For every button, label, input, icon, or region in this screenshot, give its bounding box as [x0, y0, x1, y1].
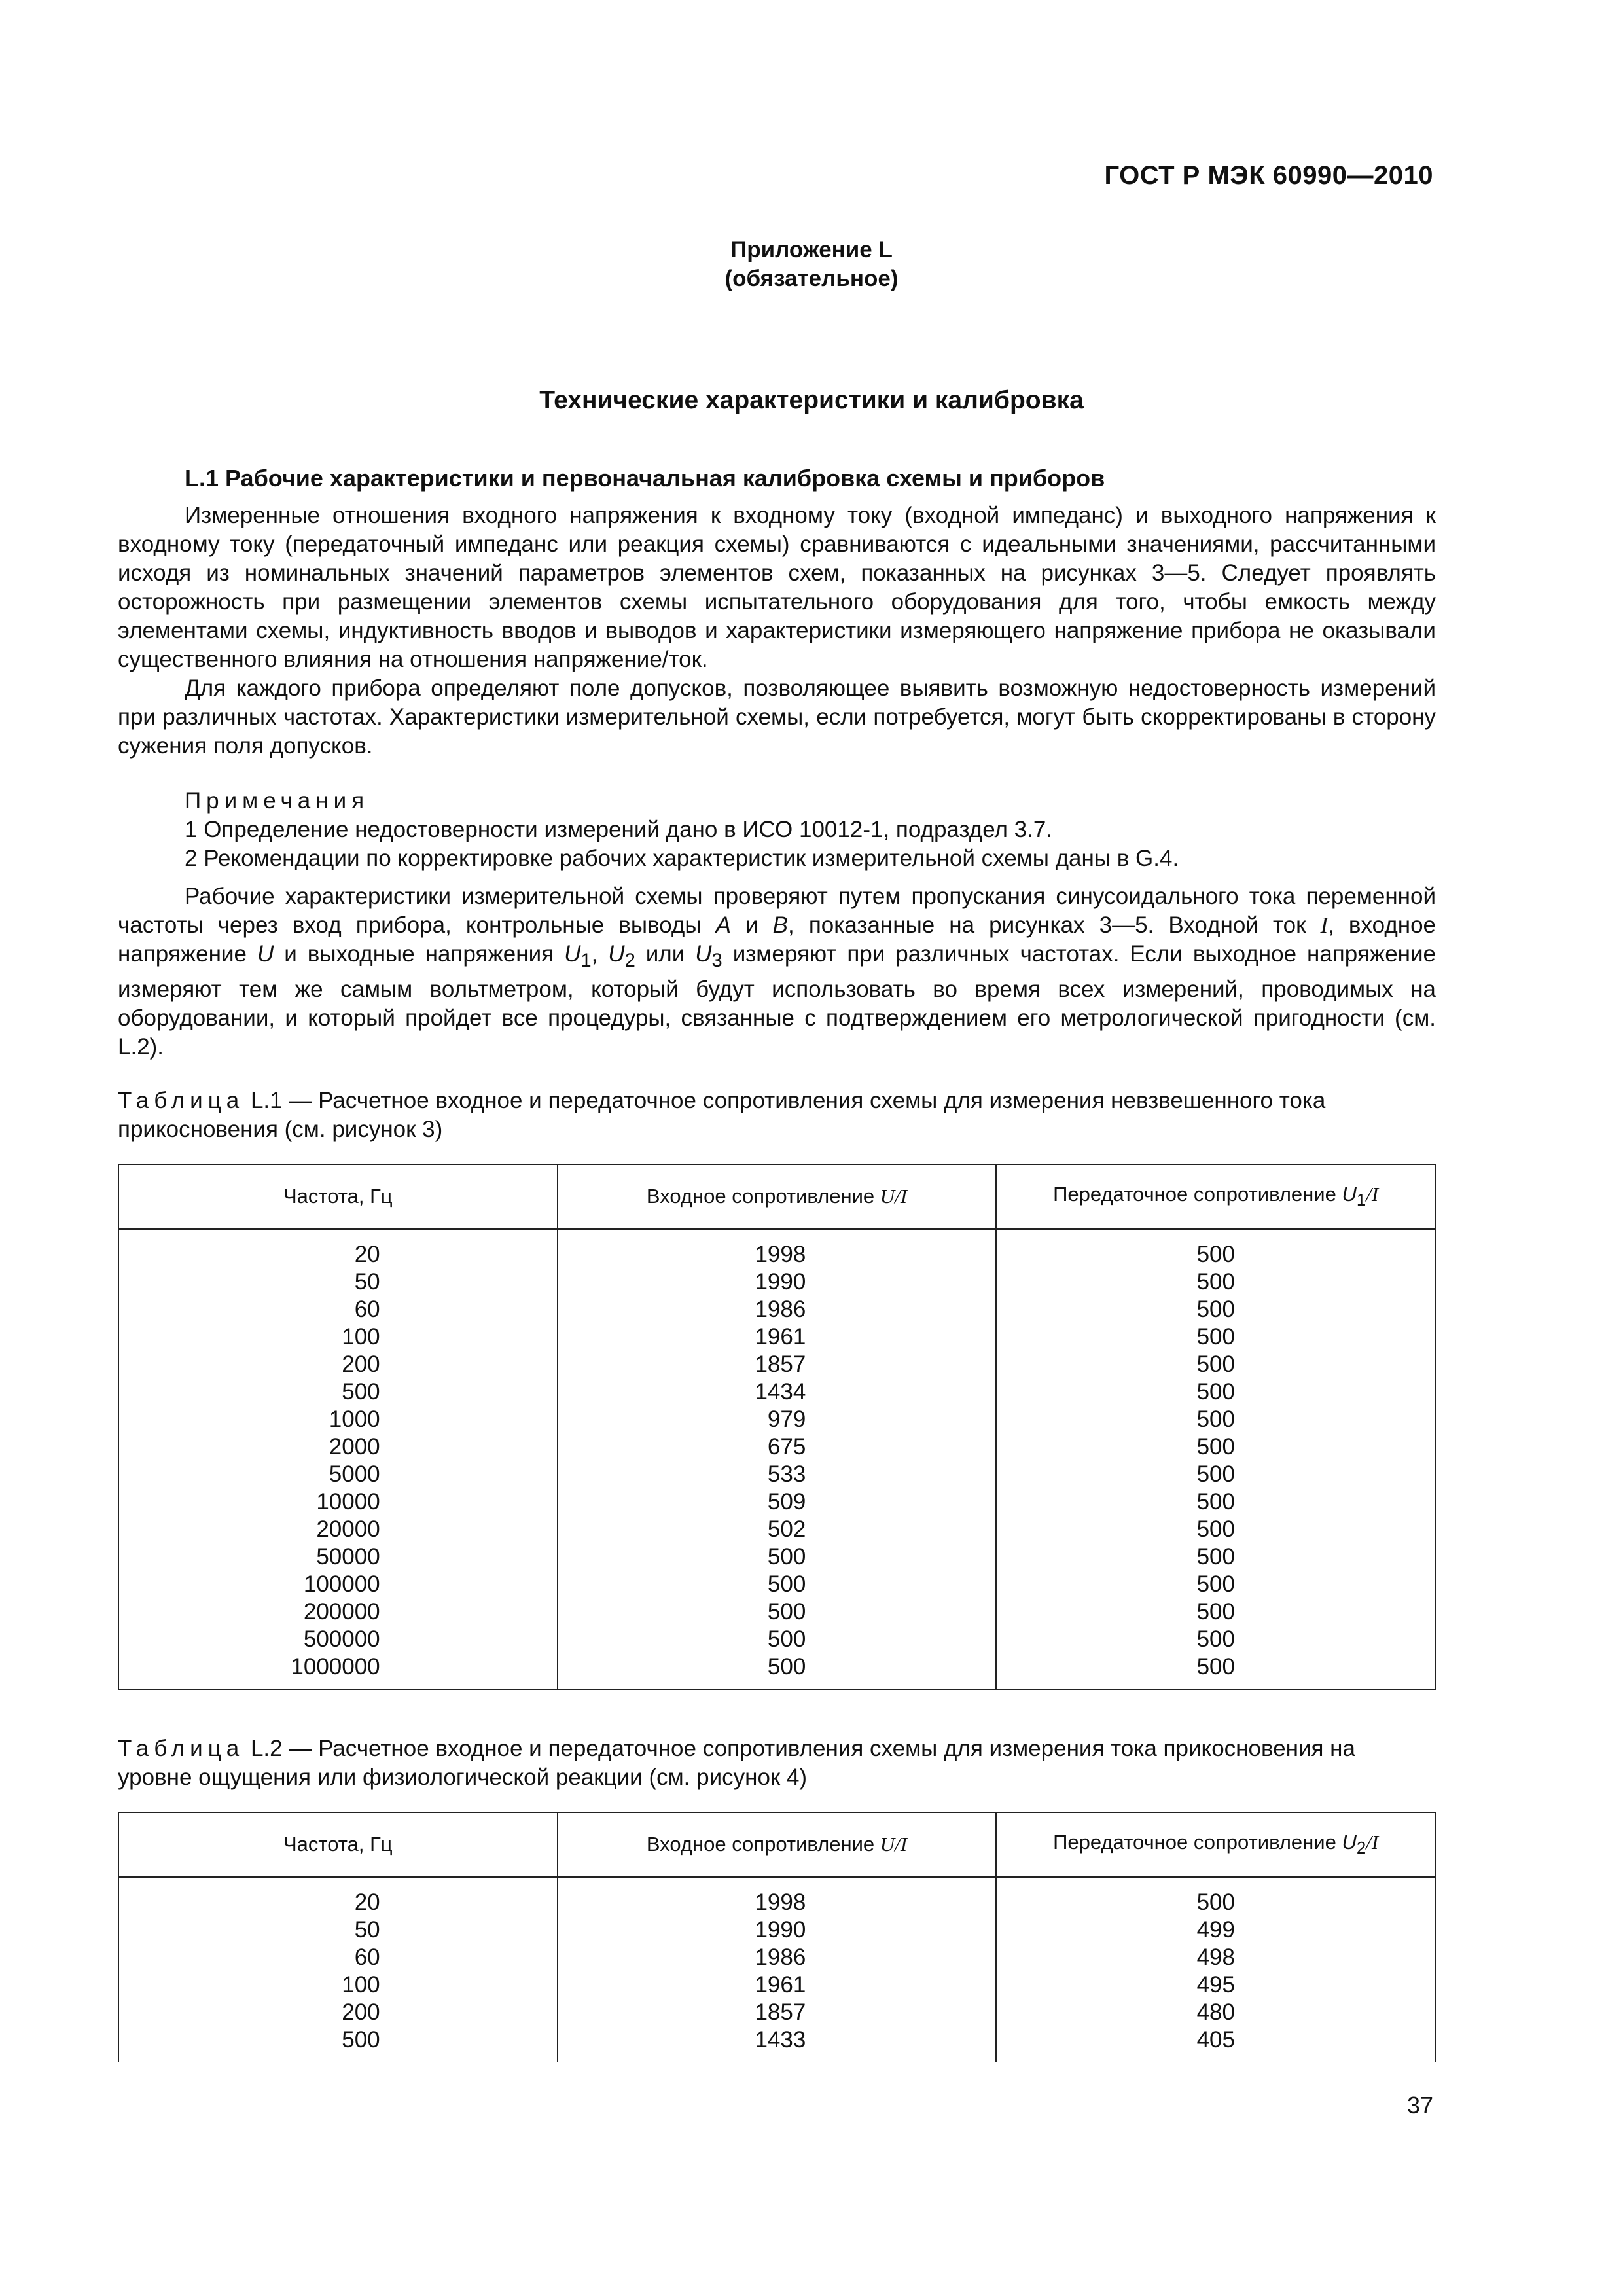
frequency-cell: 500 — [118, 2026, 558, 2062]
frequency-cell: 50000 — [118, 1543, 558, 1571]
transfer-resistance-cell: 500 — [996, 1516, 1435, 1543]
table-1-header-transfer: Передаточное сопротивление $U_1/I$ — [996, 1164, 1435, 1229]
table-1 — [118, 1164, 1436, 1690]
frequency-cell: 100 — [118, 1323, 558, 1351]
transfer-resistance-cell: 500 — [996, 1296, 1435, 1323]
transfer-resistance-cell: 405 — [996, 2026, 1435, 2062]
transfer-resistance-cell: 500 — [996, 1268, 1435, 1296]
table-row — [118, 1351, 1435, 1378]
frequency-cell: 1000 — [118, 1406, 558, 1433]
table-row — [118, 1378, 1435, 1406]
transfer-resistance-cell: 500 — [996, 1351, 1435, 1378]
transfer-resistance-cell: 500 — [996, 1653, 1435, 1689]
frequency-cell: 20000 — [118, 1516, 558, 1543]
transfer-resistance-cell: 495 — [996, 1971, 1435, 1999]
input-resistance-cell: 1986 — [558, 1944, 997, 1971]
table-2-body — [118, 1877, 1435, 2062]
table-2-header-frequency: Частота, Гц — [118, 1812, 558, 1877]
transfer-resistance-cell: 500 — [996, 1229, 1435, 1268]
table-row — [118, 1598, 1435, 1626]
table-row — [118, 1488, 1435, 1516]
transfer-resistance-cell: 500 — [996, 1461, 1435, 1488]
table-row — [118, 1999, 1435, 2026]
transfer-resistance-cell: 500 — [996, 1406, 1435, 1433]
frequency-cell: 5000 — [118, 1461, 558, 1488]
table-row — [118, 1653, 1435, 1689]
input-resistance-cell: 500 — [558, 1626, 997, 1653]
table-2-header-row — [118, 1812, 1435, 1877]
table-1-header-frequency: Частота, Гц — [118, 1164, 558, 1229]
input-resistance-cell: 979 — [558, 1406, 997, 1433]
input-resistance-cell: 509 — [558, 1488, 997, 1516]
frequency-cell: 200000 — [118, 1598, 558, 1626]
input-resistance-cell: 1857 — [558, 1999, 997, 2026]
table-1-title: L.1 — Расчетное входное и передаточное сопротивления схемы для измерения невзвешенного тока прикосновения (см. рисунок 3) — [118, 1088, 1326, 1142]
frequency-cell: 50 — [118, 1916, 558, 1944]
frequency-cell: 100 — [118, 1971, 558, 1999]
table-2-header-transfer: Передаточное сопротивление $U_2/I$ — [996, 1812, 1435, 1877]
input-resistance-cell: 500 — [558, 1543, 997, 1571]
input-resistance-cell: 1857 — [558, 1351, 997, 1378]
table-row — [118, 1323, 1435, 1351]
input-resistance-cell: 533 — [558, 1461, 997, 1488]
input-resistance-cell: 502 — [558, 1516, 997, 1543]
transfer-resistance-cell: 498 — [996, 1944, 1435, 1971]
frequency-cell: 200 — [118, 1351, 558, 1378]
input-resistance-cell: 1961 — [558, 1323, 997, 1351]
input-resistance-cell: 500 — [558, 1598, 997, 1626]
table-1-header-row — [118, 1164, 1435, 1229]
table-2-caption — [118, 1734, 1436, 1792]
paragraph-1: Измеренные отношения входного напряжения к входному току (входной импеданс) и выходного напряжения к входному току (передаточный импеданс или реакция схемы) сравниваются с идеальными значениями, рассчитанными исходя из номинальных значений параметров элементов схем, показанных на рисунках 3—5. Следует проявлять осторожность при размещении элементов схемы испытательного оборудования для того, чтобы емкость между элементами схемы, индуктивность вводов и выводов и характеристики измеряющего напряжение прибора не оказывали существенного влияния на отношения напряжение/ток. — [118, 503, 1436, 672]
section-body-2 — [118, 882, 1436, 1062]
paragraph-3: Рабочие характеристики измерительной схемы проверяют путем пропускания синусоидального тока переменной частоты через вход прибора, контрольные выводы A и B, показанные на рисунках 3—5. Входной ток I, входное напряжение U и выходные напряжения $U_1$, $U_2$ или $U_3$ измеряют при различных частотах. Если выходное напряжение измеряют тем же самым вольтметром, который будут использовать во время всех измерений, проводимых на оборудовании, и который пройдет все процедуры, связанные с подтверждением его метрологической пригодности (см. L.2). — [118, 884, 1436, 1060]
transfer-resistance-cell: 480 — [996, 1999, 1435, 2026]
table-1-header-input: Входное сопротивление U/I — [558, 1164, 997, 1229]
section-heading: L.1 Рабочие характеристики и первоначальная калибровка схемы и приборов — [185, 465, 1105, 492]
table-2-label: Таблица — [118, 1736, 245, 1761]
frequency-cell: 60 — [118, 1296, 558, 1323]
frequency-cell: 2000 — [118, 1433, 558, 1461]
frequency-cell: 100000 — [118, 1571, 558, 1598]
table-row — [118, 1543, 1435, 1571]
table-row — [118, 1406, 1435, 1433]
frequency-cell: 20 — [118, 1877, 558, 1916]
table-row — [118, 1971, 1435, 1999]
input-resistance-cell: 675 — [558, 1433, 997, 1461]
input-resistance-cell: 1986 — [558, 1296, 997, 1323]
table-row — [118, 1626, 1435, 1653]
annex-title: Приложение L — [730, 237, 893, 262]
annex-main-title: Технические характеристики и калибровка — [539, 386, 1084, 414]
table-2-title: L.2 — Расчетное входное и передаточное сопротивления схемы для измерения тока прикосновения на уровне ощущения или физиологической реакции (см. рисунок 4) — [118, 1736, 1355, 1790]
note-1: 1 Определение недостоверности измерений дано в ИСО 10012-1, подраздел 3.7. — [185, 817, 1053, 842]
frequency-cell: 20 — [118, 1229, 558, 1268]
table-row — [118, 2026, 1435, 2062]
table-1-body — [118, 1229, 1435, 1689]
table-row — [118, 1916, 1435, 1944]
standard-code: ГОСТ Р МЭК 60990—2010 — [1104, 161, 1433, 190]
table-1-caption — [118, 1086, 1436, 1144]
input-resistance-cell: 500 — [558, 1653, 997, 1689]
section-body-1 — [118, 501, 1436, 761]
input-resistance-cell: 1990 — [558, 1916, 997, 1944]
table-row — [118, 1944, 1435, 1971]
input-resistance-cell: 1990 — [558, 1268, 997, 1296]
table-2-header-input: Входное сопротивление U/I — [558, 1812, 997, 1877]
page-number: 37 — [1406, 2092, 1433, 2119]
transfer-resistance-cell: 500 — [996, 1433, 1435, 1461]
input-resistance-cell: 1998 — [558, 1229, 997, 1268]
transfer-resistance-cell: 499 — [996, 1916, 1435, 1944]
frequency-cell: 60 — [118, 1944, 558, 1971]
table-row — [118, 1268, 1435, 1296]
frequency-cell: 1000000 — [118, 1653, 558, 1689]
table-row — [118, 1877, 1435, 1916]
table-2 — [118, 1812, 1436, 2062]
table-row — [118, 1571, 1435, 1598]
notes-block — [185, 787, 1179, 873]
table-row — [118, 1229, 1435, 1268]
frequency-cell: 50 — [118, 1268, 558, 1296]
input-resistance-cell: 1998 — [558, 1877, 997, 1916]
transfer-resistance-cell: 500 — [996, 1598, 1435, 1626]
annex-status: (обязательное) — [724, 266, 899, 291]
transfer-resistance-cell: 500 — [996, 1378, 1435, 1406]
paragraph-2: Для каждого прибора определяют поле допусков, позволяющее выявить возможную недостоверность измерений при различных частотах. Характеристики измерительной схемы, если потребуется, могут быть скорректированы в сторону сужения поля допусков. — [118, 675, 1436, 759]
input-resistance-cell: 1434 — [558, 1378, 997, 1406]
input-resistance-cell: 1433 — [558, 2026, 997, 2062]
frequency-cell: 200 — [118, 1999, 558, 2026]
frequency-cell: 500 — [118, 1378, 558, 1406]
note-2: 2 Рекомендации по корректировке рабочих характеристик измерительной схемы даны в G.4. — [185, 846, 1179, 871]
transfer-resistance-cell: 500 — [996, 1571, 1435, 1598]
transfer-resistance-cell: 500 — [996, 1626, 1435, 1653]
frequency-cell: 500000 — [118, 1626, 558, 1653]
transfer-resistance-cell: 500 — [996, 1877, 1435, 1916]
table-row — [118, 1296, 1435, 1323]
table-row — [118, 1461, 1435, 1488]
table-row — [118, 1433, 1435, 1461]
input-resistance-cell: 1961 — [558, 1971, 997, 1999]
frequency-cell: 10000 — [118, 1488, 558, 1516]
transfer-resistance-cell: 500 — [996, 1543, 1435, 1571]
annex-heading — [0, 236, 1623, 293]
table-1-label: Таблица — [118, 1088, 245, 1113]
input-resistance-cell: 500 — [558, 1571, 997, 1598]
notes-label: Примечания — [185, 788, 370, 814]
transfer-resistance-cell: 500 — [996, 1488, 1435, 1516]
transfer-resistance-cell: 500 — [996, 1323, 1435, 1351]
table-row — [118, 1516, 1435, 1543]
